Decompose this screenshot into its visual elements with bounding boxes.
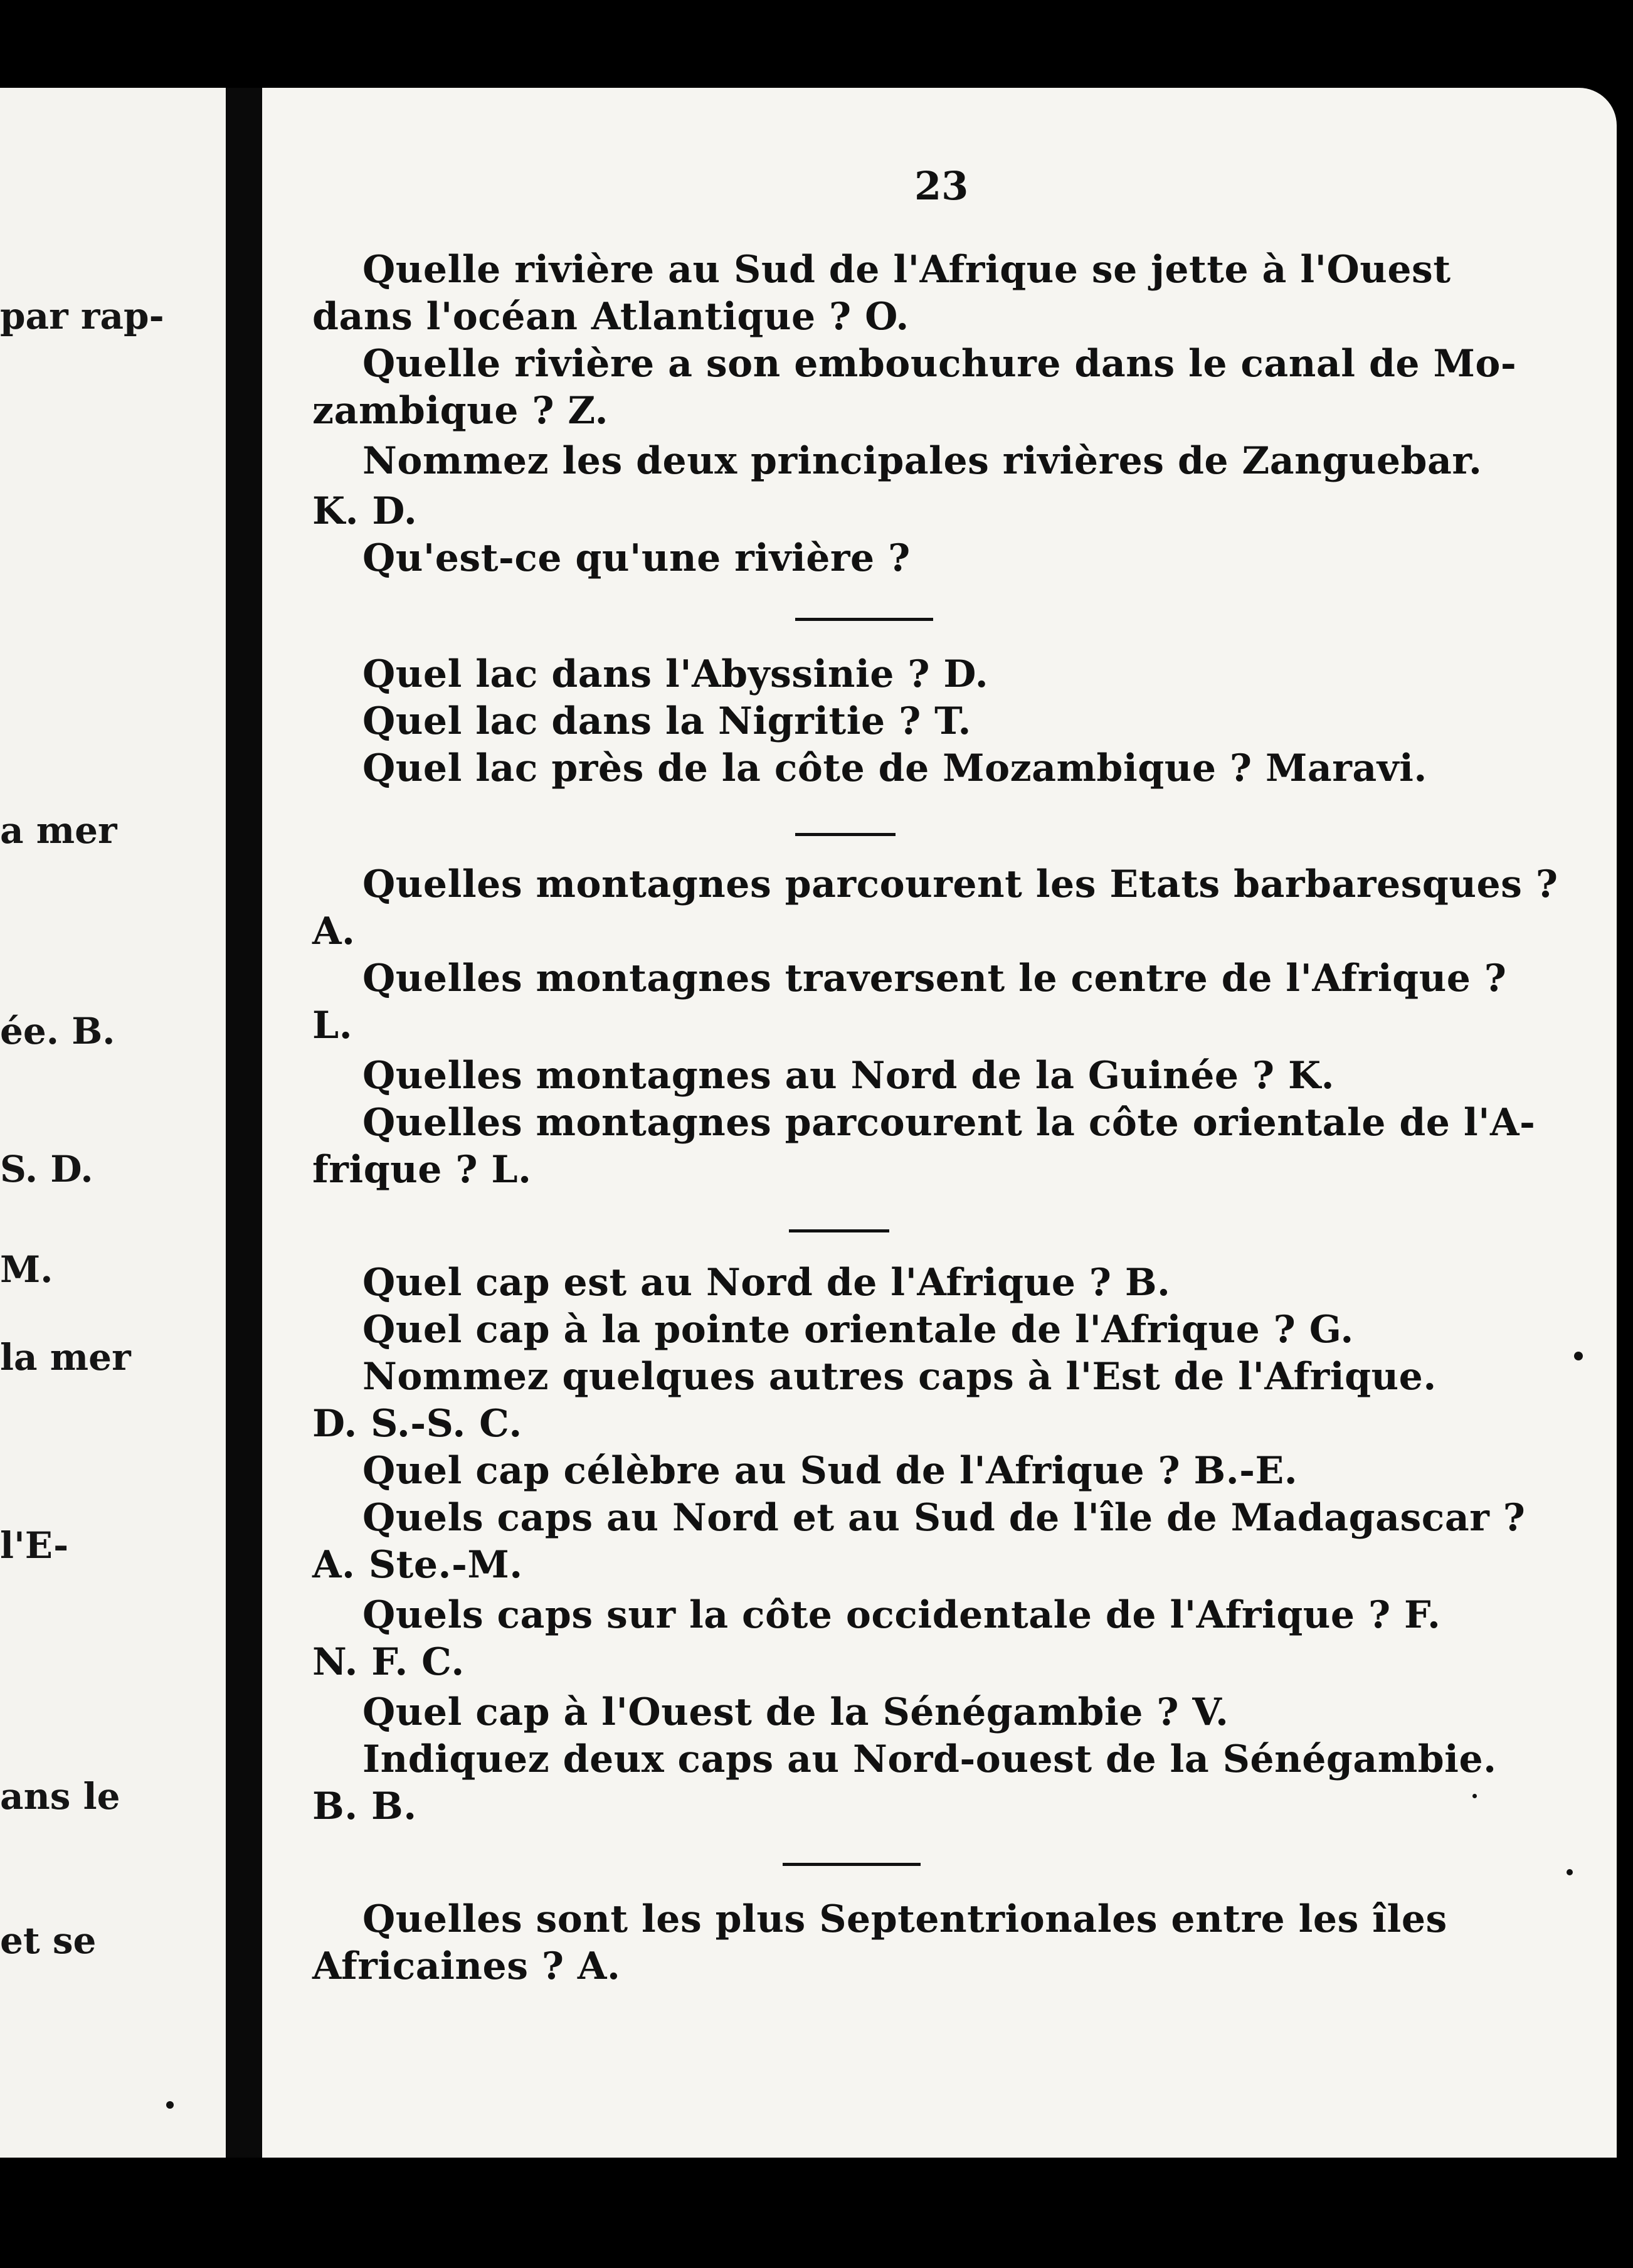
facing-page-line: par rap- xyxy=(0,295,164,337)
text-line: Quelle rivière au Sud de l'Afrique se jette à l'Ouest xyxy=(362,248,1451,292)
section-rule xyxy=(789,1229,889,1232)
text-line: A. xyxy=(312,909,356,953)
text-line: Quelles sont les plus Septentrionales entre les îles xyxy=(362,1897,1447,1941)
print-speck xyxy=(166,2101,174,2109)
facing-page-fragment xyxy=(0,88,226,2158)
text-line: Quelles montagnes traversent le centre de l'Afrique ? xyxy=(362,956,1507,1000)
print-speck xyxy=(1574,1352,1583,1360)
text-line: Indiquez deux caps au Nord-ouest de la Sénégambie. xyxy=(362,1737,1497,1781)
text-line: Nommez quelques autres caps à l'Est de l'Afrique. xyxy=(362,1355,1437,1399)
book-gutter xyxy=(226,88,262,2158)
text-line: L. xyxy=(312,1004,353,1047)
text-line: D. S.-S. C. xyxy=(312,1402,522,1446)
text-line: Africaines ? A. xyxy=(312,1944,621,1988)
text-line: Quels caps au Nord et au Sud de l'île de Madagascar ? xyxy=(362,1496,1526,1540)
print-speck xyxy=(1567,1869,1573,1875)
page-number: 23 xyxy=(914,163,969,209)
facing-page-line: ée. B. xyxy=(0,1010,115,1052)
text-line: Quelles montagnes parcourent la côte orientale de l'A- xyxy=(362,1101,1536,1145)
text-line: Quelle rivière a son embouchure dans le canal de Mo- xyxy=(362,342,1517,386)
text-line: Quel lac dans la Nigritie ? T. xyxy=(362,699,971,743)
text-line: Quels caps sur la côte occidentale de l'Afrique ? F. xyxy=(362,1593,1441,1637)
text-line: N. F. C. xyxy=(312,1640,465,1684)
text-line: frique ? L. xyxy=(312,1148,532,1192)
text-line: Quel lac près de la côte de Mozambique ? Maravi. xyxy=(362,746,1427,790)
text-line: B. B. xyxy=(312,1784,417,1828)
text-line: dans l'océan Atlantique ? O. xyxy=(312,295,909,339)
text-line: Quel cap à l'Ouest de la Sénégambie ? V. xyxy=(362,1690,1229,1734)
facing-page-line: la mer xyxy=(0,1336,131,1379)
facing-page-line: ans le xyxy=(0,1775,120,1818)
print-speck xyxy=(1472,1794,1477,1798)
text-line: Quel lac dans l'Abyssinie ? D. xyxy=(362,652,989,696)
facing-page-line: l'E- xyxy=(0,1524,69,1567)
facing-page-line: M. xyxy=(0,1248,53,1291)
text-line: Qu'est-ce qu'une rivière ? xyxy=(362,536,911,580)
text-line: Nommez les deux principales rivières de Zanguebar. xyxy=(362,439,1482,483)
book-page xyxy=(262,88,1617,2158)
facing-page-line: et se xyxy=(0,1919,97,1962)
section-rule xyxy=(795,833,896,836)
text-line: Quel cap célèbre au Sud de l'Afrique ? B.-E. xyxy=(362,1449,1298,1493)
facing-page-line: S. D. xyxy=(0,1148,93,1190)
text-line: Quelles montagnes parcourent les Etats barbaresques ? xyxy=(362,862,1558,906)
section-rule xyxy=(783,1863,921,1866)
text-line: Quelles montagnes au Nord de la Guinée ? K. xyxy=(362,1054,1335,1098)
section-rule xyxy=(795,618,933,621)
facing-page-line: a mer xyxy=(0,809,117,852)
text-line: Quel cap est au Nord de l'Afrique ? B. xyxy=(362,1261,1171,1305)
text-line: A. Ste.-M. xyxy=(312,1543,523,1587)
text-line: Quel cap à la pointe orientale de l'Afrique ? G. xyxy=(362,1308,1354,1352)
text-line: zambique ? Z. xyxy=(312,389,608,433)
text-line: K. D. xyxy=(312,489,418,533)
